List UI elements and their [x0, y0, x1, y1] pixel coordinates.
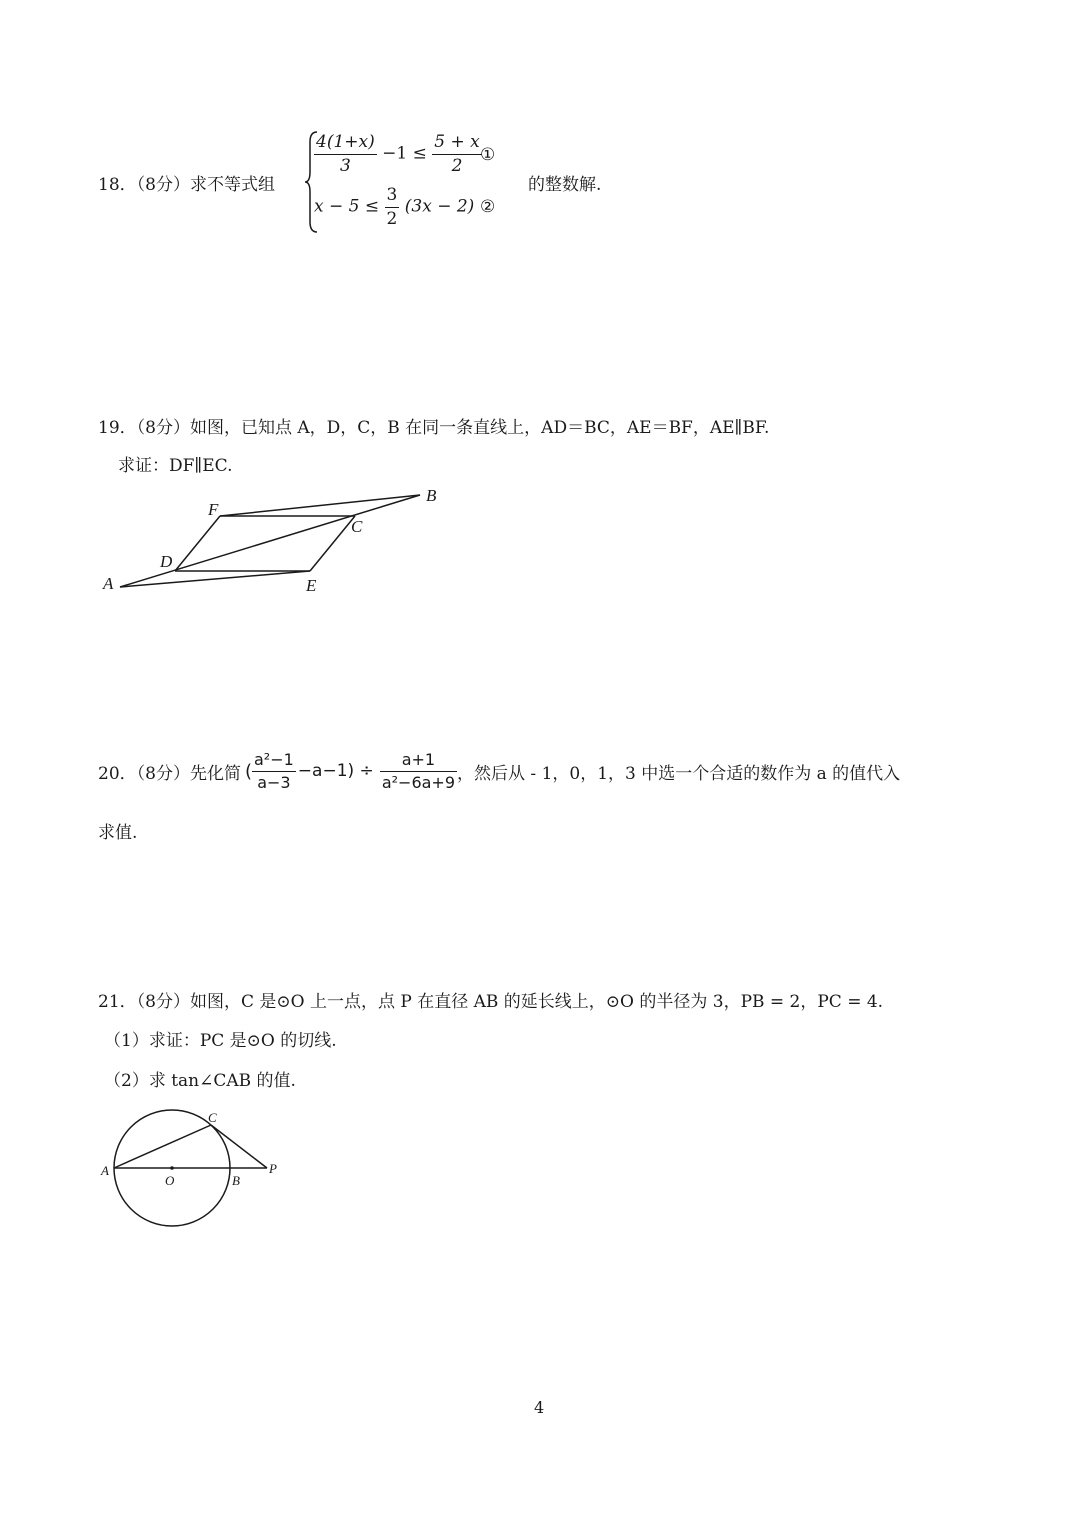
label-e: E	[306, 576, 317, 595]
q18-inequality-1: $\frac{4(1+x)}{3}$ −1 ≤ $\frac{5 + x}{2}$	[316, 132, 480, 176]
label-d: D	[160, 552, 173, 571]
label-c: C	[351, 517, 363, 536]
label-f: F	[208, 500, 219, 519]
q20-statement: 20．（8分）先化简 ( $\frac{\text{a²−1}}{a-3}$ −a−1) ÷ $\frac{a+1}{\text{a²−6a+9}}$ ，然后从 - 1，0，1，3 中选一个合适的数作为 a 的值代入	[98, 749, 901, 792]
q18-inequality-2: x − 5 ≤ $\frac{3}{2}$ (3x − 2)	[314, 185, 475, 229]
q18-mark-2: ②	[480, 197, 496, 217]
label-o: O	[165, 1173, 175, 1188]
label-p: P	[269, 1161, 277, 1176]
center-dot	[170, 1166, 174, 1170]
q21-part-1: （1）求证：PC 是⊙O 的切线.	[104, 1031, 337, 1051]
label-a: A	[101, 1163, 109, 1178]
q20-continuation: 求值.	[98, 823, 138, 843]
label-b: B	[232, 1173, 240, 1188]
line-ab	[120, 495, 420, 587]
line-cp	[211, 1125, 267, 1168]
q18-mark-1: ①	[480, 145, 496, 165]
line-fb	[220, 495, 420, 516]
q19-statement: 19．（8分）如图，已知点 A，D，C，B 在同一条直线上，AD＝BC，AE＝BF，AE∥BF.	[98, 418, 770, 438]
q21-statement: 21．（8分）如图，C 是⊙O 上一点，点 P 在直径 AB 的延长线上，⊙O 的半径为 3，PB = 2，PC = 4.	[98, 992, 884, 1012]
q19-figure	[95, 480, 455, 600]
page-number: 4	[534, 1398, 545, 1417]
q21-part-2: （2）求 tan∠CAB 的值.	[104, 1071, 296, 1091]
label-a: A	[103, 574, 114, 593]
line-ec	[310, 516, 355, 571]
label-c: C	[208, 1110, 217, 1125]
label-b: B	[426, 486, 437, 505]
q18-label: 18．（8分）求不等式组	[98, 175, 275, 195]
line-ac	[114, 1125, 211, 1168]
q18-suffix: 的整数解.	[528, 175, 602, 195]
q19-prove: 求证：DF∥EC.	[118, 456, 233, 476]
q21-figure	[95, 1105, 295, 1235]
